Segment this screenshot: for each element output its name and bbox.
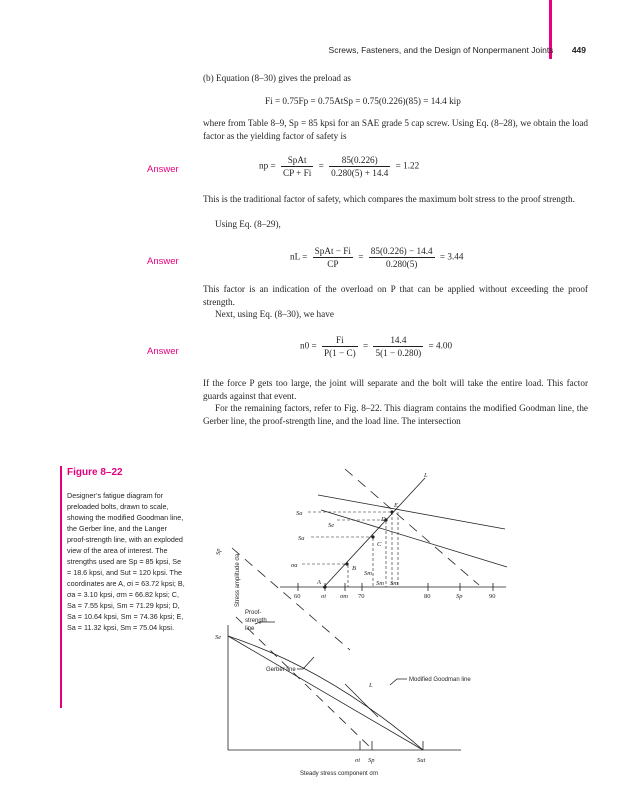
eq3-den1: CP [327, 259, 339, 269]
eq2-num1: SpAt [281, 155, 313, 167]
label-Se-main: Se [215, 634, 222, 641]
paragraph-remaining-factors: For the remaining factors, refer to Fig. 8–22. This diagram contains the modified Goodman line, the Gerber line, the proof-strength line, and the load line. The intersection [203, 403, 588, 426]
label-sigma-i-main: σi [355, 757, 361, 764]
exploded-goodman-line [321, 510, 507, 567]
tick-label-60: 60 [294, 593, 301, 600]
tick-label-Sp: Sp [456, 593, 463, 600]
label-D: D [381, 516, 386, 523]
answer-label-1: Answer [147, 164, 179, 175]
label-y-axis: Stress amplitude σa [235, 553, 241, 607]
point-E [390, 510, 393, 513]
label-A: A [317, 579, 321, 586]
paragraph-using-eq-8-30: Next, using Eq. (8–30), we have [215, 309, 334, 319]
eq4-num2: 14.4 [373, 335, 423, 347]
eq2-den1: CP + Fi [282, 168, 312, 178]
label-x-axis: Steady stress component σm [300, 771, 379, 777]
eq4-den2: 5(1 − 0.280) [375, 348, 422, 358]
eq2-result: = 1.22 [395, 160, 420, 171]
paragraph-using-eq-8-29: Using Eq. (8–29), [215, 219, 281, 229]
label-Sp-left: Sp [215, 548, 222, 555]
exploded-proof-strength-line [345, 469, 479, 585]
point-C [371, 535, 374, 538]
main-proof-strength-line [236, 617, 373, 750]
gerber-leader [297, 657, 314, 669]
label-Sm-1: Sm [364, 570, 372, 577]
tick-label-70: 70 [358, 593, 365, 600]
eq2-lhs: np = [259, 160, 276, 171]
answer-label-3: Answer [147, 346, 179, 357]
running-head-title: Screws, Fasteners, and the Design of Nonpermanent Joints [328, 45, 554, 55]
label-Se-top: Se [328, 522, 335, 529]
figure-caption: Designer’s fatigue diagram for preloaded bolts, drawn to scale, showing the modified Goodman line, the Gerber line, and the Langer proof-strength line, with an exploded view of the area of interest. The strengths used are Sp = 85 kpsi, Se = 18.6 kpsi, and Sut = 120 kpsi. The coordinates are A, σi = 63.72 kpsi; B, σa = 3.10 kpsi, σm = 66.82 kpsi; C, Sa = 7.55 kpsi, Sm = 71.29 kpsi; D, Sa = 10.64 kpsi, Sm = 74.36 kpsi; E, Sa = 11.32 kpsi, Sm = 75.04 kpsi. [67, 491, 185, 632]
label-C: C [377, 541, 382, 548]
equation-separation-factor: n0 = $\frac{Fi}{P(1 - C)}$ = $\frac{14.4}{5(1 - 0.280)}$ = 4.00 [300, 335, 453, 358]
paragraph-joint-separation: If the force P gets too large, the joint will separate and the bolt will take the entire load. This factor guards against that event. [203, 378, 588, 401]
tick-label-sigma-m: σm [340, 593, 348, 600]
page-number: 449 [571, 45, 586, 55]
eq3-result: = 3.44 [439, 251, 464, 262]
eq3-num1: SpAt − Fi [314, 246, 351, 256]
label-L-top: L [424, 472, 428, 479]
label-sigma-a: σa [291, 562, 298, 569]
eq2-den2: 0.280(5) + 14.4 [331, 168, 389, 178]
point-B [345, 562, 348, 565]
label-Sm-3: Sm [390, 580, 398, 587]
equation-yield-safety-factor: np = $\frac{\text{SpAt}}{CP + Fi}$ = $\frac{85(0.226)}{0.280(5) + 14.4}$ = 1.22 [259, 155, 420, 178]
eq4-den1: P(1 − C) [323, 348, 356, 358]
paragraph-overload-indication: This factor is an indication of the overload on P that can be applied without exceeding the proof strength. [203, 284, 588, 307]
label-Sa-top: Sa [296, 510, 303, 517]
label-Sut-main: Sut [417, 757, 426, 764]
tick-label-sigma-i: σi [321, 593, 327, 600]
paragraph-traditional-factor: This is the traditional factor of safety, which compares the maximum bolt stress to the proof strength. [203, 194, 575, 204]
label-Sa-mid: Sa [298, 535, 305, 542]
tick-label-90: 90 [489, 593, 496, 600]
eq3-den2: 0.280(5) [385, 259, 418, 269]
eq2-num2: 85(0.226) [329, 155, 390, 167]
eq3-lhs: nL = [290, 251, 308, 262]
answer-label-2: Answer [147, 256, 179, 267]
exploded-gerber-line [318, 495, 505, 529]
main-load-line [345, 684, 378, 717]
label-Sp-main: Sp [368, 757, 375, 764]
eq4-num1: Fi [322, 335, 358, 347]
paragraph-preload: (b) Equation (8–30) gives the preload as [203, 73, 351, 83]
label-L-main: L [369, 682, 373, 689]
eq4-result: = 4.00 [428, 340, 453, 351]
figure-title: Figure 8–22 [67, 467, 123, 478]
eq3-num2: 85(0.226) − 14.4 [370, 246, 433, 256]
tick-label-80: 80 [424, 593, 431, 600]
main-goodman-line [228, 636, 423, 750]
equation-load-factor: nL = $\frac{\text{SpAt − Fi}}{CP}$ = $\frac{85(0.226) - 14.4}{0.280(5)}$ = 3.44 [290, 246, 464, 269]
label-B: B [352, 565, 356, 572]
eq4-lhs: n0 = [300, 340, 317, 351]
label-modified-goodman-line: Modified Goodman line [409, 677, 471, 683]
equation-preload: Fi = 0.75Fp = 0.75AtSp = 0.75(0.226)(85) = 14.4 kip [265, 96, 461, 106]
label-Sm-2: Sm [376, 580, 384, 587]
paragraph-load-factor: where from Table 8–9, Sp = 85 kpsi for an SAE grade 5 cap screw. Using Eq. (8–28), we obtain the load factor as the yielding factor of safety is [203, 118, 588, 141]
point-A [323, 585, 326, 588]
label-gerber-line: Gerber line [266, 667, 296, 673]
label-E: E [394, 502, 398, 509]
label-proof-strength: Proof-strength line [245, 610, 267, 632]
goodman-leader [390, 679, 407, 685]
